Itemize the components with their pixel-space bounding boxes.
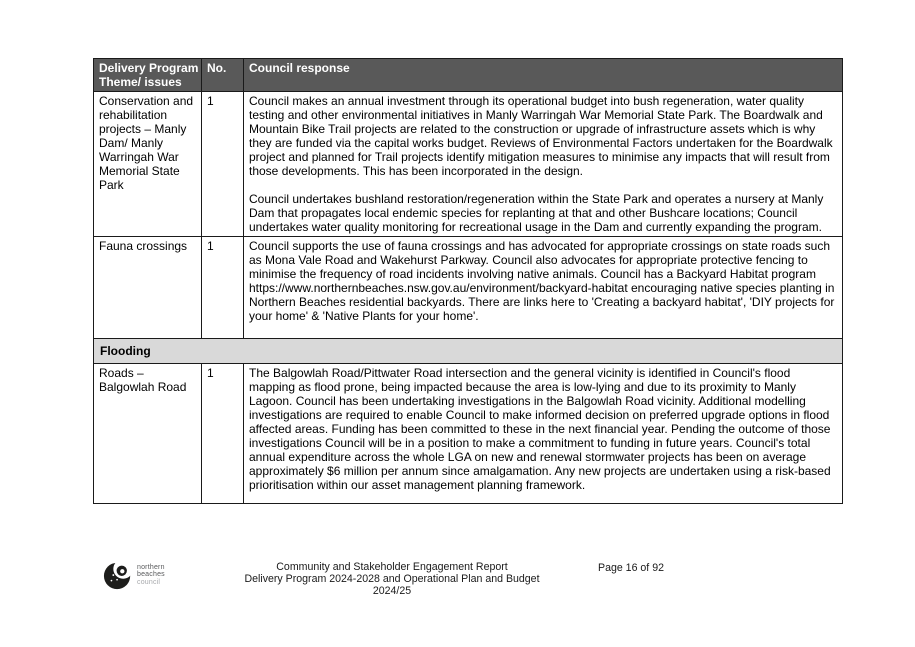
theme-cell: Conservation and rehabilitation projects – Manly Dam/ Manly Warringah War Memorial State Park — [94, 92, 202, 237]
col-header-no: No. — [202, 59, 244, 92]
response-paragraph: Council supports the use of fauna crossings and has advocated for appropriate crossings on state roads such as Mona Vale Road and Wakehurst Parkway. Council also advocates for appropriate protective fencing to minimise the frequency of road incidents involving native animals. Council has a Backyard Habitat program https://www.northernbeaches.nsw.gov.au/environment/backyard-habitat encouraging native species planting in Northern Beaches residential backyards. There are links here to 'Creating a backyard habitat', 'DIY projects for your home' & 'Native Plants for your home'. — [249, 239, 835, 323]
page-number: Page 16 of 92 — [598, 562, 664, 574]
council-response-table-container — [93, 58, 842, 504]
response-cell — [244, 237, 843, 339]
section-header-row — [94, 339, 843, 364]
response-paragraph: Council undertakes bushland restoration/regeneration within the State Park and operates a nursery at Manly Dam that propagates local endemic species for replanting at that and other Bushcare locations; Council undertakes water quality monitoring for recreational usage in the Dam and currently expanding the program. — [249, 192, 824, 234]
no-cell: 1 — [202, 364, 244, 504]
no-cell: 1 — [202, 237, 244, 339]
section-header-flooding: Flooding — [94, 339, 843, 364]
no-cell: 1 — [202, 92, 244, 237]
logo-wordmark — [137, 564, 165, 587]
col-header-theme: Delivery Program Theme/ issues — [94, 59, 202, 92]
theme-cell: Fauna crossings — [94, 237, 202, 339]
table-row-fauna-crossings — [94, 237, 843, 339]
response-paragraph: The Balgowlah Road/Pittwater Road intersection and the general vicinity is identified in Council's flood mapping as flood prone, being impacted because the area is low-lying and due to its proximity to Manly Lagoon. Council has been undertaking investigations in the Balgowlah Road vicinity. Additional modelling investigations are required to enable Council to make informed decision on preferred upgrade options in flood affected areas. Funding has been committed to these in the next financial year. Pending the outcome of those investigations Council will be in a position to make a commitment to funding in future years. Council's total annual expenditure across the whole LGA on new and renewal stormwater projects has been on average approximately $6 million per annum since amalgamation. Any new projects are undertaken using a risk-based prioritisation within our asset management planning framework. — [249, 366, 831, 492]
logo-line-northern: northern — [137, 563, 165, 571]
footer-report-subtitle: Delivery Program 2024-2028 and Operational Plan and Budget 2024/25 — [244, 573, 540, 597]
logo-line-council: council — [137, 578, 161, 586]
council-crest-icon — [103, 559, 133, 591]
response-cell — [244, 92, 843, 237]
council-response-table — [93, 58, 843, 504]
table-row-conservation — [94, 92, 843, 237]
footer-report-title: Community and Stakeholder Engagement Report — [276, 561, 508, 573]
table-header-row — [94, 59, 843, 92]
northern-beaches-council-logo — [103, 559, 165, 591]
response-paragraph: Council makes an annual investment through its operational budget into bush regeneration, water quality testing and other environmental initiatives in Manly Warringah War Memorial State Park. The Boardwalk and Mountain Bike Trail projects are related to the construction or upgrade of infrastructure assets which is why they are funded via the capital works budget. Reviews of Environmental Factors undertaken for the Boardwalk project and planned for Trail projects identify mitigation measures to minimise any impacts that will result from those developments. This has been incorporated in the design. — [249, 94, 833, 178]
theme-cell: Roads – Balgowlah Road — [94, 364, 202, 504]
logo-line-beaches: beaches — [137, 571, 165, 579]
footer-document-title — [240, 561, 544, 597]
response-cell — [244, 364, 843, 504]
col-header-response: Council response — [244, 59, 843, 92]
table-row-roads-balgowlah — [94, 364, 843, 504]
